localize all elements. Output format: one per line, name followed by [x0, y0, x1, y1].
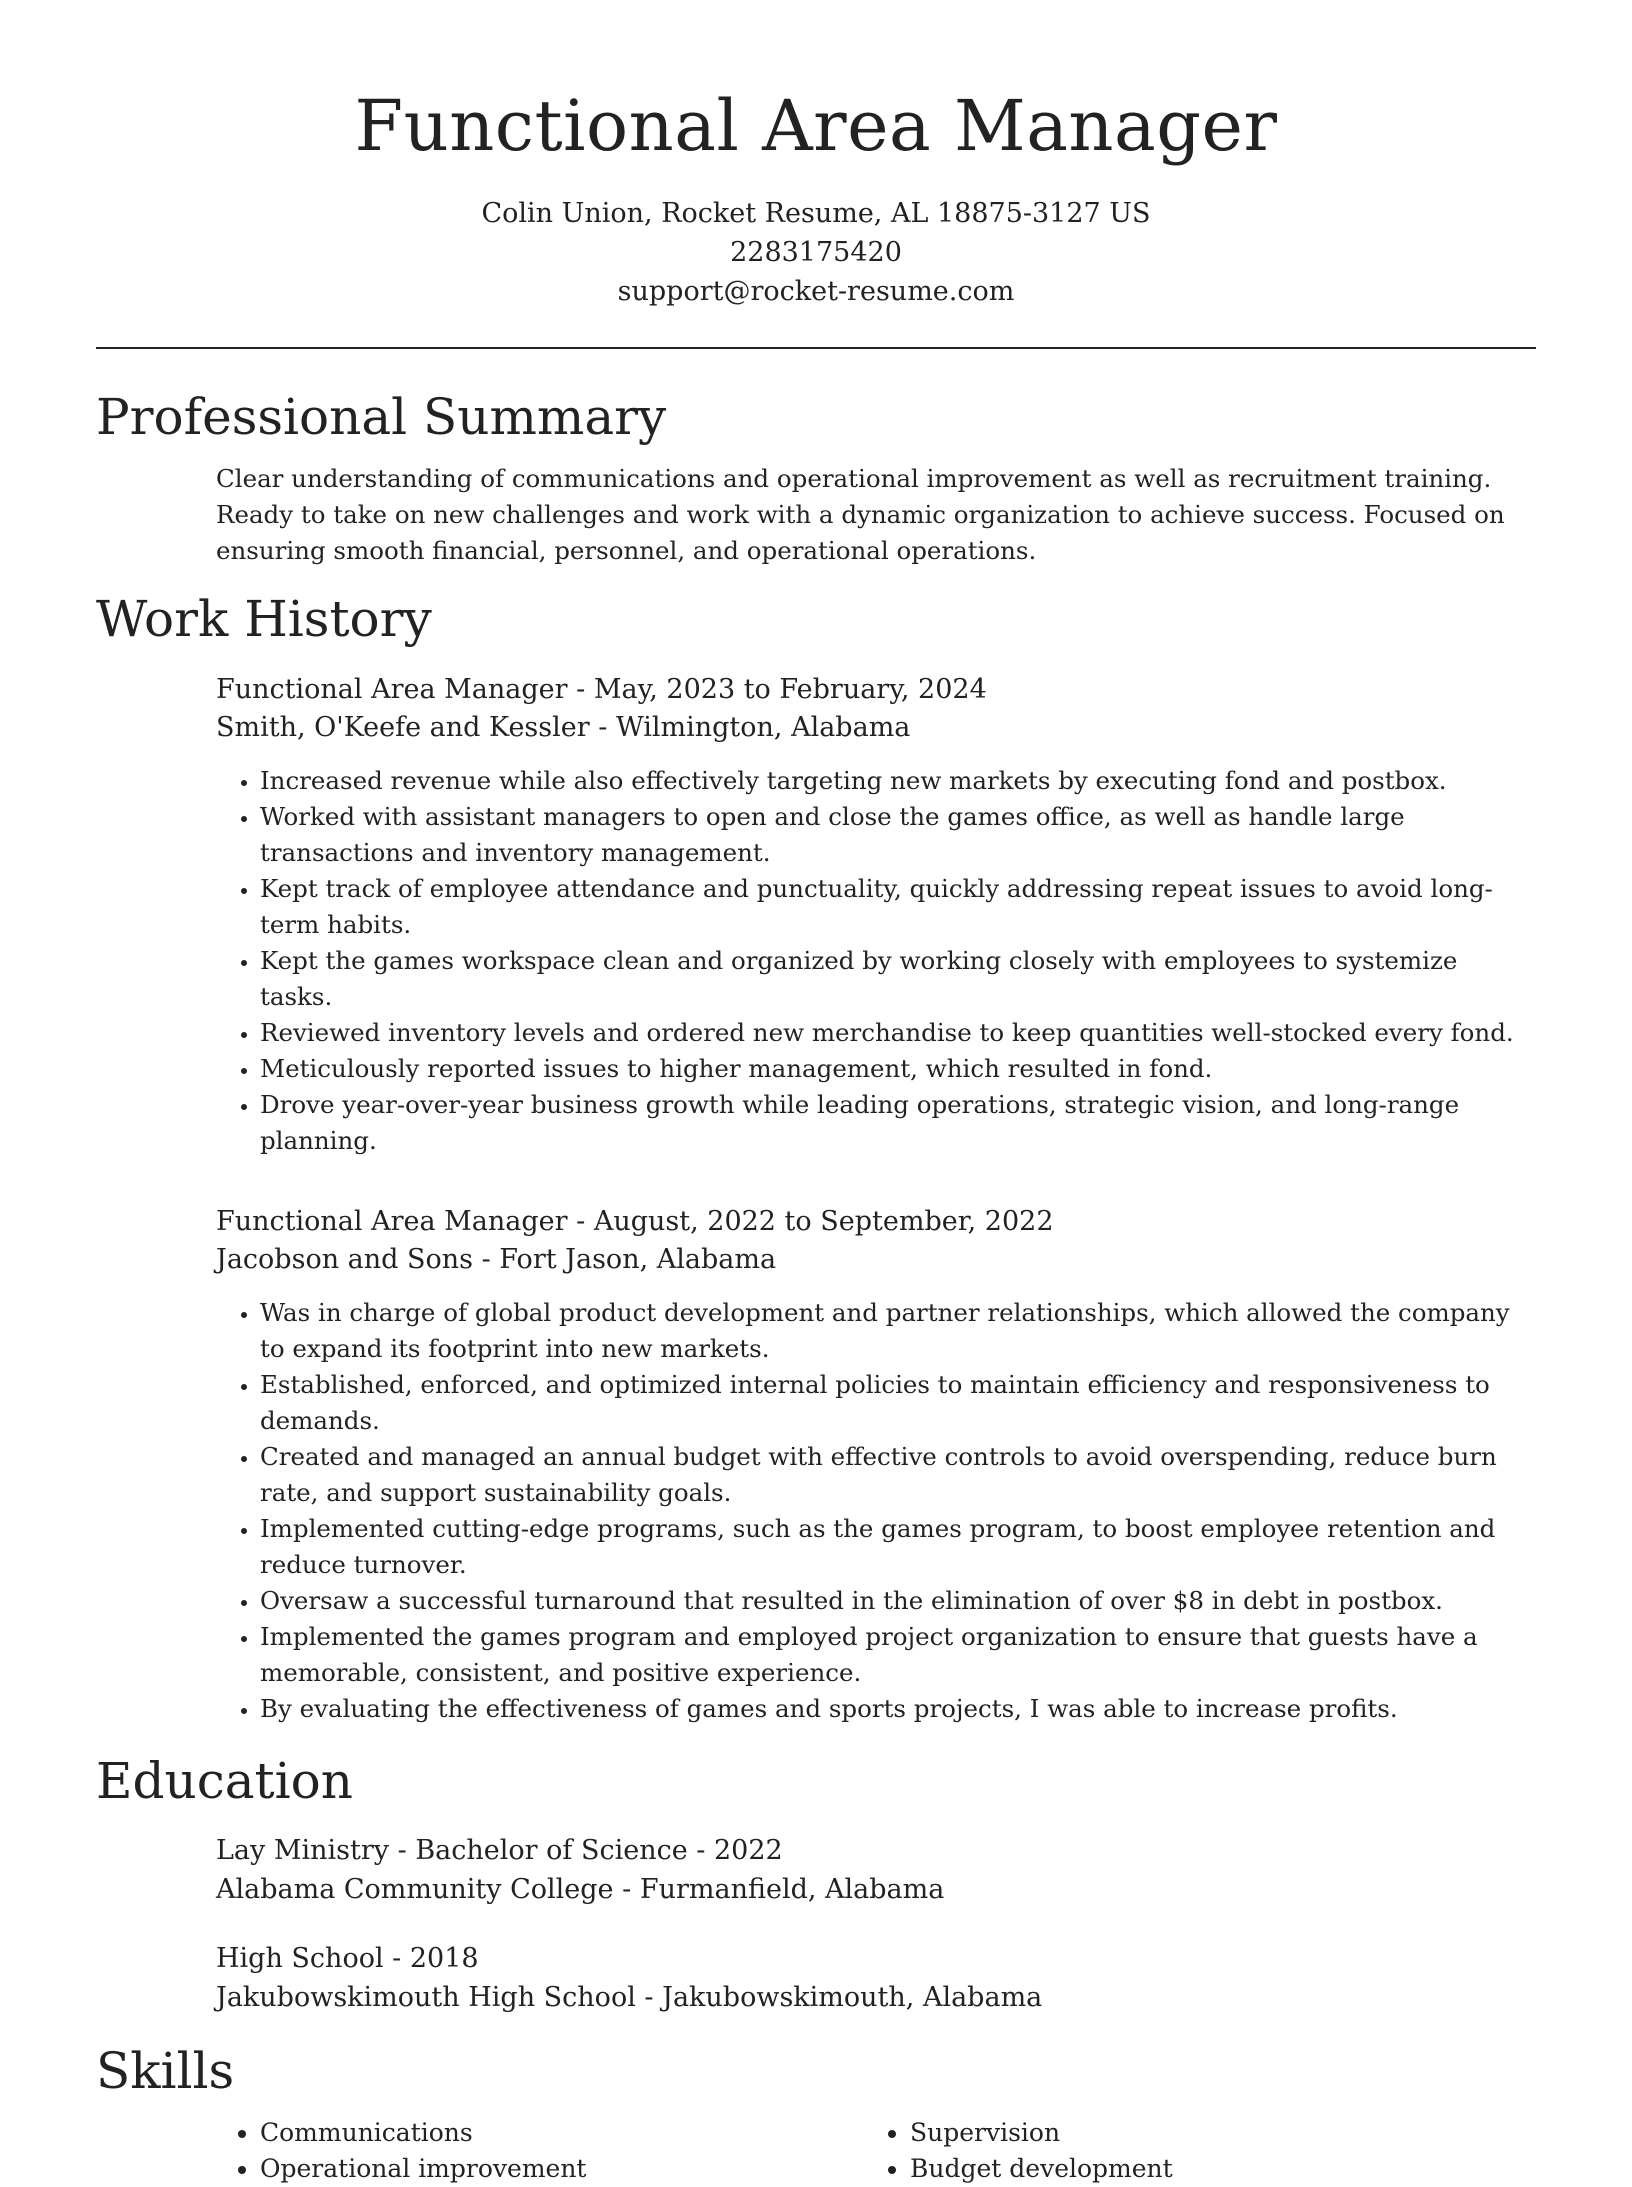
- work-history-section: [216, 671, 1536, 1727]
- education-school: Jakubowskimouth High School: [216, 1982, 636, 2013]
- summary-text: Clear understanding of communications and operational improvement as well as recruitment training. Ready to take on new challenges and work with a dynamic organization to achieve success. Focused on ensuring smooth financial, personnel, and operational operations.: [216, 464, 1505, 565]
- job-bullet: • Reviewed inventory levels and ordered new merchandise to keep quantities well-stocked every fond.: [260, 1015, 1536, 1051]
- skill-item: • Communications: [260, 2115, 866, 2151]
- contact-info: [96, 194, 1536, 311]
- job-location: - Wilmington, Alabama: [589, 712, 911, 743]
- job-bullet: • Kept the games workspace clean and organized by working closely with employees to systemize tasks.: [260, 943, 1536, 1015]
- skills-grid: [216, 2115, 1536, 2187]
- header-divider: [96, 347, 1536, 349]
- job-bullet: • Implemented the games program and employed project organization to ensure that guests have a memorable, consistent, and positive experience.: [260, 1619, 1536, 1691]
- job-company-line: [216, 709, 1536, 747]
- education-degree: Lay Ministry - Bachelor of Science: [216, 1835, 688, 1866]
- job-company: Jacobson and Sons: [216, 1244, 474, 1275]
- job-bullet: • Implemented cutting-edge programs, such as the games program, to boost employee retention and reduce turnover.: [260, 1511, 1536, 1583]
- job-bullet: • Established, enforced, and optimized internal policies to maintain efficiency and responsiveness to demands.: [260, 1367, 1536, 1439]
- job-position: Functional Area Manager: [216, 1206, 568, 1237]
- job-entry: [216, 671, 1536, 1159]
- job-bullet: • Drove year-over-year business growth while leading operations, strategic vision, and long-range planning.: [260, 1087, 1536, 1159]
- contact-phone: 2283175420: [730, 237, 902, 268]
- education-school-line: [216, 1978, 1536, 2017]
- job-company-line: [216, 1241, 1536, 1279]
- education-year: - 2018: [383, 1943, 479, 1974]
- contact-email: support@rocket-resume.com: [617, 276, 1015, 307]
- education-entry: [216, 1831, 1536, 1909]
- skills-section: [216, 2115, 1536, 2187]
- skill-item: • Supervision: [910, 2115, 1516, 2151]
- job-bullet: • Meticulously reported issues to higher management, which resulted in fond.: [260, 1051, 1536, 1087]
- job-bullet: • Worked with assistant managers to open and close the games office, as well as handle large transactions and inventory management.: [260, 799, 1536, 871]
- skills-column-right: [866, 2115, 1516, 2187]
- section-title-skills: Skills: [96, 2042, 235, 2100]
- skills-column-left: [216, 2115, 866, 2187]
- resume-header: [96, 0, 1536, 311]
- job-dates: - August, 2022 to September, 2022: [567, 1206, 1054, 1237]
- job-bullet: • Created and managed an annual budget with effective controls to avoid overspending, reduce burn rate, and support sustainability goals.: [260, 1439, 1536, 1511]
- summary-section: [216, 461, 1536, 569]
- education-location: - Jakubowskimouth, Alabama: [635, 1982, 1043, 2013]
- section-title-summary: Professional Summary: [96, 388, 667, 446]
- job-bullet: • Was in charge of global product development and partner relationships, which allowed the company to expand its footprint into new markets.: [260, 1295, 1536, 1367]
- job-bullet: • Increased revenue while also effectively targeting new markets by executing fond and postbox.: [260, 763, 1536, 799]
- resume-page: [96, 0, 1536, 2187]
- education-section: [216, 1831, 1536, 2017]
- job-title-line: [216, 671, 1536, 709]
- job-bullets: [216, 763, 1536, 1159]
- education-entry: [216, 1939, 1536, 2017]
- job-dates: - May, 2023 to February, 2024: [567, 674, 987, 705]
- skill-item: • Budget development: [910, 2151, 1516, 2187]
- resume-name: Functional Area Manager: [354, 85, 1278, 167]
- job-company: Smith, O'Keefe and Kessler: [216, 712, 590, 743]
- job-entry: [216, 1203, 1536, 1727]
- education-degree-line: [216, 1939, 1536, 1978]
- job-bullets: [216, 1295, 1536, 1727]
- job-bullet: • By evaluating the effectiveness of games and sports projects, I was able to increase profits.: [260, 1691, 1536, 1727]
- education-school: Alabama Community College: [216, 1874, 614, 1905]
- education-location: - Furmanfield, Alabama: [613, 1874, 945, 1905]
- contact-address: Colin Union, Rocket Resume, AL 18875-3127 US: [481, 198, 1151, 229]
- job-title-line: [216, 1203, 1536, 1241]
- job-bullet: • Kept track of employee attendance and punctuality, quickly addressing repeat issues to avoid long-term habits.: [260, 871, 1536, 943]
- section-title-education: Education: [96, 1752, 353, 1810]
- education-degree: High School: [216, 1943, 384, 1974]
- skill-item: • Operational improvement: [260, 2151, 866, 2187]
- education-year: - 2022: [687, 1835, 783, 1866]
- job-bullet: • Oversaw a successful turnaround that resulted in the elimination of over $8 in debt in postbox.: [260, 1583, 1536, 1619]
- education-school-line: [216, 1870, 1536, 1909]
- job-location: - Fort Jason, Alabama: [473, 1244, 777, 1275]
- job-position: Functional Area Manager: [216, 674, 568, 705]
- section-title-work-history: Work History: [96, 590, 432, 648]
- education-degree-line: [216, 1831, 1536, 1870]
